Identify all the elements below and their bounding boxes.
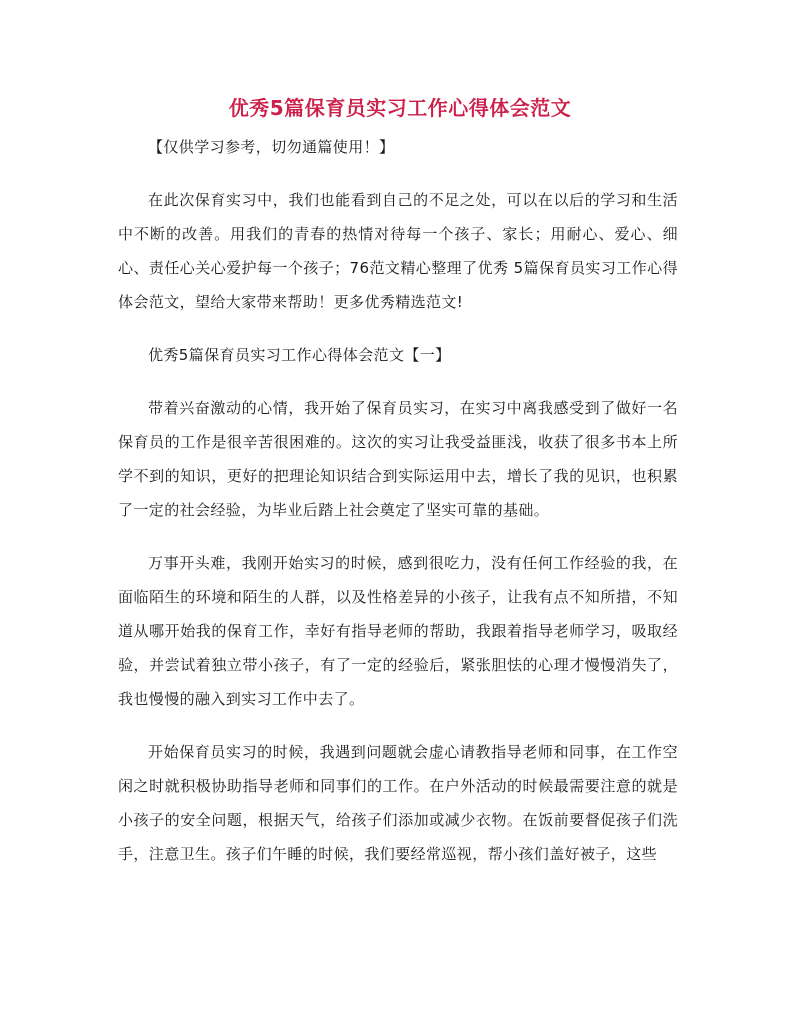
body-paragraph: 带着兴奋激动的心情，我开始了保育员实习，在实习中离我感受到了做好一名保育员的工作是很辛苦很困难的。这次的实习让我受益匪浅，收获了很多书本上所学不到的知识，更好的把理论知识结合到实际运用中去，增长了我的见识，也积累了一定的社会经验，为毕业后踏上社会奠定了坚实可靠的基础。 bbox=[118, 399, 678, 519]
intro-paragraph: 在此次保育实习中，我们也能看到自己的不足之处，可以在以后的学习和生活中不断的改善。用我们的青春的热情对待每一个孩子、家长；用耐心、爱心、细心、责任心关心爱护每一个孩子；76范文精心整理了优秀 5篇保育员实习工作心得体会范文，望给大家带来帮助！更多优秀精选范文! bbox=[118, 191, 678, 311]
document-title: 优秀5篇保育员实习工作心得体会范文 bbox=[228, 96, 572, 120]
disclaimer-paragraph: 【仅供学习参考，切勿通篇使用！】 bbox=[148, 138, 395, 156]
section-heading: 优秀5篇保育员实习工作心得体会范文【一】 bbox=[148, 346, 451, 364]
document-body bbox=[118, 130, 678, 871]
body-paragraph: 万事开头难，我刚开始实习的时候，感到很吃力，没有任何工作经验的我，在面临陌生的环境和陌生的人群，以及性格差异的小孩子，让我有点不知所措，不知道从哪开始我的保育工作，幸好有指导老师的帮助，我跟着指导老师学习，吸取经验，并尝试着独立带小孩子，有了一定的经验后，紧张胆怯的心理才慢慢消失了，我也慢慢的融入到实习工作中去了。 bbox=[118, 554, 678, 708]
body-paragraph: 开始保育员实习的时候，我遇到问题就会虚心请教指导老师和同事，在工作空闲之时就积极协助指导老师和同事们的工作。在户外活动的时候最需要注意的就是小孩子的安全问题，根据天气，给孩子们添加或减少衣物。在饭前要督促孩子们洗手，注意卫生。孩子们午睡的时候，我们要经常巡视，帮小孩们盖好被子，这些 bbox=[118, 743, 678, 863]
